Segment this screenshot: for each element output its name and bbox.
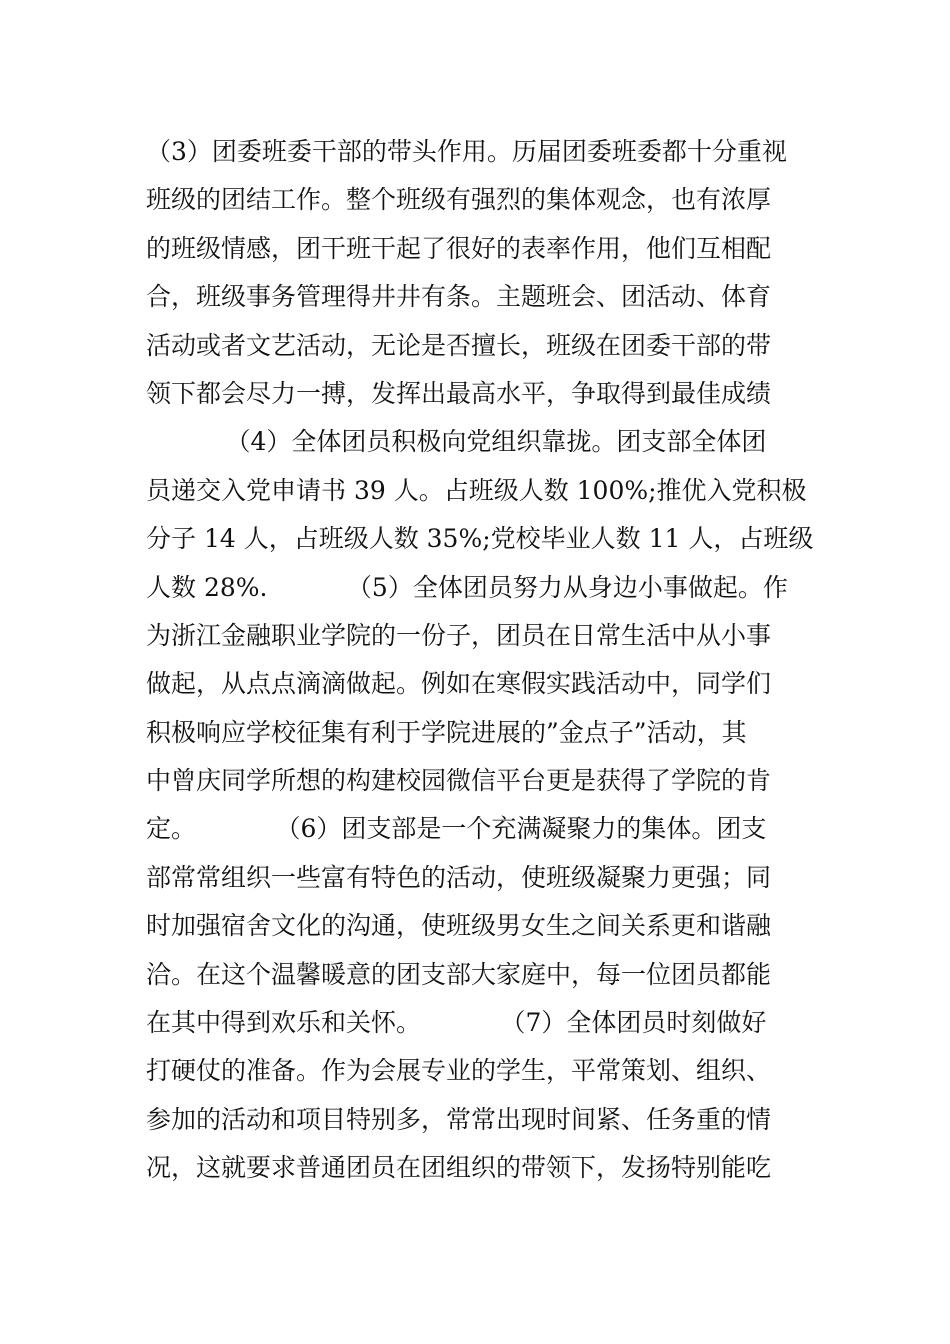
- text-line: 中曾庆同学所想的构建校园微信平台更是获得了学院的肯: [146, 766, 772, 796]
- text-line: 做起，从点点滴滴做起。例如在寒假实践活动中，同学们: [146, 669, 772, 699]
- text-line: 人数 28%. （5）全体团员努力从身边小事做起。作: [146, 572, 788, 602]
- text-line: 洽。在这个温馨暖意的团支部大家庭中，每一位团员都能: [146, 959, 772, 989]
- text-line: 参加的活动和项目特别多，常常出现时间紧、任务重的情: [146, 1104, 772, 1134]
- text-line: 在其中得到欢乐和关怀。 （7）全体团员时刻做好: [146, 1008, 767, 1038]
- text-line: 合，班级事务管理得井井有条。主题班会、团活动、体育: [146, 282, 772, 312]
- text-line: 时加强宿舍文化的沟通，使班级男女生之间关系更和谐融: [146, 911, 772, 941]
- text-line: 定。 （6）团支部是一个充满凝聚力的集体。团支: [146, 814, 767, 844]
- text-line: 的班级情感，团干班干起了很好的表率作用，他们互相配: [146, 233, 772, 263]
- text-line: （4）全体团员积极向党组织靠拢。团支部全体团: [146, 427, 767, 457]
- text-line: 领下都会尽力一搏，发挥出最高水平，争取得到最佳成绩: [146, 378, 772, 408]
- text-line: 部常常组织一些富有特色的活动，使班级凝聚力更强；同: [146, 862, 772, 892]
- text-line: 活动或者文艺活动，无论是否擅长，班级在团委干部的带: [146, 330, 772, 360]
- text-line: 员递交入党申请书 39 人。占班级人数 100%;推优入党积极: [146, 475, 807, 505]
- text-line: 打硬仗的准备。作为会展专业的学生，平常策划、组织、: [146, 1056, 772, 1086]
- body-text: [146, 128, 814, 1193]
- text-line: 班级的团结工作。整个班级有强烈的集体观念，也有浓厚: [146, 185, 772, 215]
- text-line: 分子 14 人，占班级人数 35%;党校毕业人数 11 人，占班级: [146, 524, 814, 554]
- text-line: 积极响应学校征集有利于学院进展的”金点子”活动，其: [146, 717, 747, 747]
- text-line: （3）团委班委干部的带头作用。历届团委班委都十分重视: [146, 137, 787, 166]
- text-line: 况，这就要求普通团员在团组织的带领下，发扬特别能吃: [146, 1153, 772, 1183]
- text-line: 为浙江金融职业学院的一份子，团员在日常生活中从小事: [146, 620, 772, 650]
